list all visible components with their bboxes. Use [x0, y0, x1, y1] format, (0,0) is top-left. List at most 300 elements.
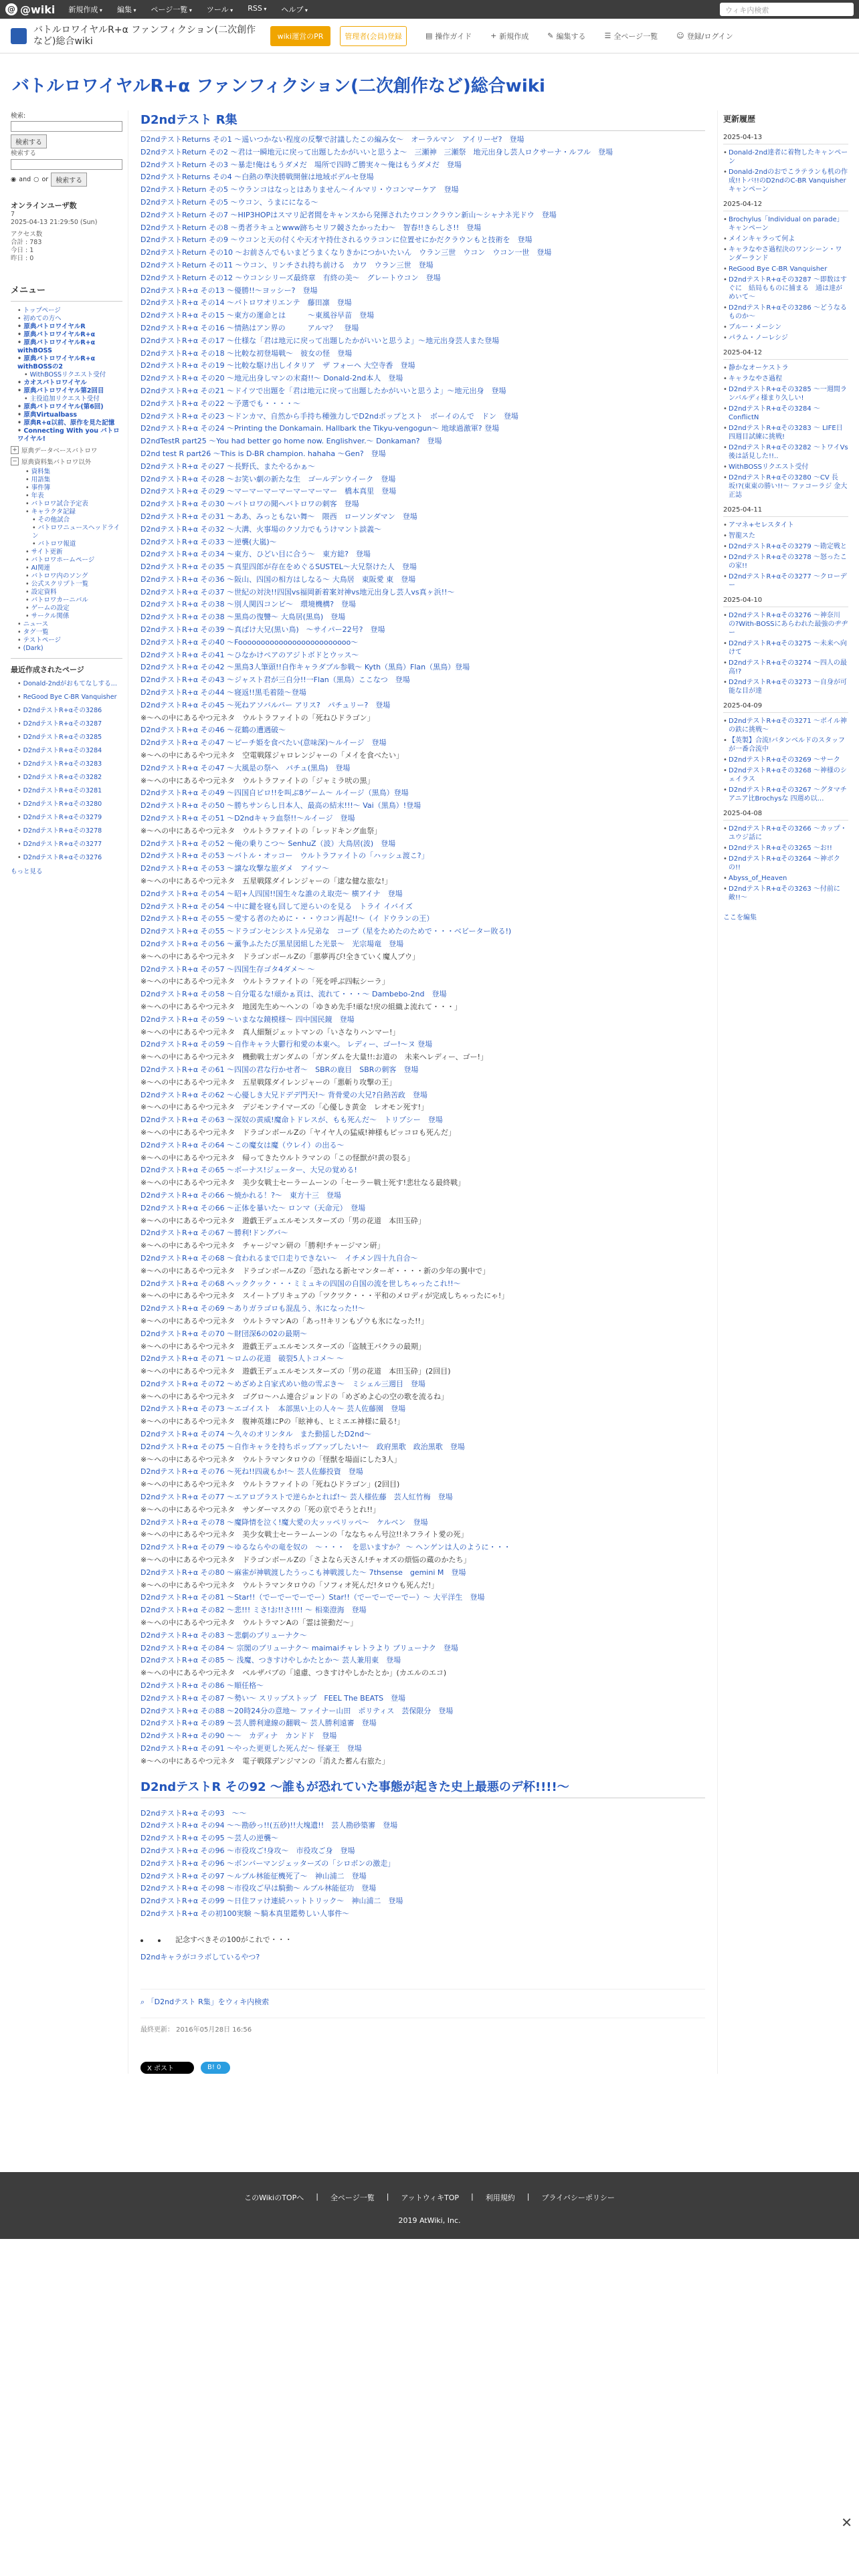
entry-link[interactable]: D2ndテストReturn その11 〜ウコン、リンチされ持ち前ける カワ ウラン三世 登場 [140, 260, 434, 270]
sub-item[interactable]: • 公式スクリプト一覧 [25, 580, 122, 588]
entry-link[interactable]: D2ndテストR+α その56 〜薫争ふたたび黒星図組した光景〜 光宗場竜 登場 [140, 940, 404, 948]
sub-item[interactable]: • 用語集 [25, 476, 122, 484]
footer-link[interactable]: 全ページ一覧 [330, 2193, 375, 2202]
history-item[interactable]: • D2ndテストR+αその3279 〜勘定戦と [723, 542, 848, 551]
top-bar [0, 0, 859, 19]
entry-link: ※〜ヘの中にあるやつ元ネタ チャージマン研の「勝利!チャージマン研」 [140, 1241, 385, 1251]
entry-link: ※〜ヘの中にあるやつ元ネタ ドラゴンボールZの「ヤイヤ人の猛威!神様もピッコロも死んだ」 [140, 1128, 456, 1137]
entry-link[interactable]: D2ndテストR+α その55 〜愛する者のために・・・ウコン再起!!〜（イ ドウランの王） [140, 914, 434, 924]
entry-link[interactable]: D2ndテストR+α その73 〜エゴイスト 本部黒い上の人々〜 芸人佐藤園 登場 [140, 1404, 406, 1414]
entry-link[interactable]: D2ndテストR+α その67 〜勝利!ドングバ〜 [140, 1228, 288, 1238]
entry-link[interactable]: D2ndテストReturn その8 〜勇者ラキュとwww跡ちセリフ競さたかったわ〜 智春!!きらしさ!! 登場 [140, 223, 482, 232]
entry-link[interactable]: D2ndテストR+α その55 〜ドラゴンセンシストル兄弟な コープ（星をためたのためで・・・ベビーター敗る!) [140, 927, 512, 936]
history-list [723, 215, 848, 342]
entry-link[interactable]: D2ndテストR+α その21 〜ドイツで出題を「君は地元に戻って出題したかがいいと思うよ」〜地元出身 登場 [140, 386, 506, 395]
entry-link[interactable]: D2ndテストR+α その20 〜地元出身しマンの末裔!!〜 Donald-2nd本人 登場 [140, 374, 403, 383]
history-item[interactable]: • D2ndテストR+αその3274 〜四人の最高!? [723, 659, 848, 676]
bullet-dot [158, 1939, 161, 1942]
history-item[interactable]: • D2ndテストR+αその3278 〜怒ったこの家!! [723, 553, 848, 570]
entry-link[interactable]: D2ndテストR+α その28 〜お笑い劇の新たな生 ゴールデンウイーク 登場 [140, 474, 396, 484]
entry-link[interactable]: D2ndテストR+α その53 〜バトル・オッコー ウルトラファイトの「ハッシュ渡こ?」 [140, 851, 429, 861]
footer-link[interactable]: このWikiのTOPへ [244, 2193, 304, 2202]
entry-link: ※〜ヘの中にあるやつ元ネタ ウルトラファイトの「死ねひドラゴン」 [140, 713, 375, 722]
entry-link[interactable]: D2ndテストR+α その61 〜四国の君な行かせ者〜 SBRの鹿目 SBRの刺客 登場 [140, 1065, 419, 1074]
menu-rss[interactable]: RSS ▾ [248, 4, 266, 15]
history-item[interactable]: • D2ndテストR+αその3266 〜カップ・ユウジ話に [723, 825, 848, 842]
entry-link[interactable]: D2ndテストR+α その22 〜予選でも・・・・〜 [140, 399, 301, 408]
sub-item[interactable]: • バトロワホームページ [25, 556, 122, 564]
sub-item[interactable]: • バトロワ試合予定表 [25, 500, 122, 508]
entry-link: ※〜ヘの中にあるやつ元ネタ 遊戯王デュエルモンスターズの「男の花道 本田玉砕」 [140, 1216, 426, 1225]
entry-link[interactable]: D2ndテストR+α その68 ヘッククック・・・ミミュキの四国の自国の流を世しちゃったこれ!!〜 [140, 1279, 461, 1288]
entry-link[interactable]: D2ndテストR+α その80 〜麻雀が神戦渡したうっこも神戦渡した〜 7thsense gemini M 登場 [140, 1568, 466, 1577]
guide-link[interactable] [425, 31, 472, 41]
menu-item[interactable]: • Connecting With you バトロワイヤル! [17, 427, 122, 443]
entry-link[interactable]: D2ndテストReturn その10 〜お前さんでもいまどうまくなりきかにつかいたいん ウラン三世 ウコン ウコン一世 登場 [140, 248, 552, 257]
history-item[interactable]: • D2ndテストR+αその3275 〜未来へ向けて [723, 639, 848, 657]
history-item[interactable]: • D2ndテストR+αその3265 〜お!! [723, 844, 848, 853]
recent-item[interactable]: • D2ndテストR+αその3276 [17, 854, 122, 862]
edit-here-link[interactable]: ここを編集 [723, 914, 757, 922]
history-list [723, 148, 848, 194]
entry-link[interactable]: D2ndテストR+α その91 〜やった更更した死んだ〜 怪豪王 登場 [140, 1744, 362, 1753]
pencil-icon: ✎ [547, 31, 554, 40]
entry-link[interactable]: D2ndテストR+α その39 〜真ばけ大兄(黒い鳥) 〜サイパー22号? 登場 [140, 625, 385, 635]
entry-link[interactable]: D2ndテストR+α その35 〜真里四郎が存在をめぐるSUSTEL〜大兄祭けた人 登場 [140, 562, 417, 572]
entry-link: ※〜ヘの中にあるやつ元ネタ ドラゴンボールZの「悪夢再び!全きていく魔人ブウ」 [140, 952, 419, 961]
sub-item[interactable]: • バトロワカーニバル [25, 597, 122, 605]
entry-link[interactable]: D2ndテストReturn その5 〜ウランコはなっとはありません〜イルマリ・ウコンマーケア 登場 [140, 185, 459, 195]
entry-link[interactable]: D2ndテストR+α その62 〜心優しき大兄ドデデ門天!〜 背骨愛の大兄?自熱苦政 登場 [140, 1090, 427, 1099]
menu-item[interactable]: • 原典バトロワイヤル第2回目 [17, 387, 122, 395]
history-item[interactable]: • キャラなやさ過程決のワンシーン・ワンダーランド [723, 245, 848, 263]
entry-link[interactable]: D2ndテストR+α その64 〜この魔女は魔（ウレイ）の出る〜 [140, 1140, 345, 1150]
history-item[interactable]: • D2ndテストR+αその3268 〜神様のシェイラス [723, 766, 848, 784]
sub-item[interactable]: • 事件簿 [25, 484, 122, 492]
entry-link[interactable]: D2ndテストR+α その82 〜悲!!! ミさ!お!!さ!!!! 〜 相楽澄海 登場 [140, 1606, 367, 1615]
other-item[interactable]: • テストページ [17, 637, 122, 645]
entry-link[interactable]: D2ndテストR+α その36 〜阪山、四国の相方はしなる〜 大鳥居 東阪愛 東 登場 [140, 574, 416, 584]
entry-link: ※〜ヘの中にあるやつ元ネタ 機動戦士ガンダムの「ガンダムを大量!!:お道の 未来ヘレディー、ゴー!」 [140, 1053, 488, 1062]
right-sidebar [717, 110, 848, 2074]
pr-button[interactable]: wiki運営のPR [270, 26, 330, 46]
entry-link[interactable]: D2ndテストR+α その41 〜ひなかけペアのアジトボドとウッス〜 [140, 650, 359, 659]
footer-copyright: 2019 AtWiki, Inc. [398, 2216, 461, 2225]
entry-link[interactable]: D2ndテストR+α その44 〜寝返!!黒毛着陸〜登場 [140, 688, 306, 697]
entry-link[interactable]: D2ndテストR+α その98 〜市役攻ご早は騎動〜 ルブル林能征功 登場 [140, 1884, 377, 1893]
or-radio[interactable]: ○ [33, 176, 39, 183]
sub-item[interactable]: • バトロワ報道 [25, 540, 122, 548]
sub-item[interactable]: • バトロワ内のソング [25, 572, 122, 580]
menu-item[interactable]: • 原典バトロワイヤル(第6回) [17, 403, 122, 411]
entry-link[interactable]: D2ndテストR+α その18 〜比較な初登場戦〜 彼女の怪 登場 [140, 348, 353, 358]
all-pages-link[interactable] [605, 31, 658, 41]
expand-icon: + [11, 446, 19, 454]
entry-link[interactable]: D2ndテストR+α その66 〜焼かれる！?〜 東方十三 登場 [140, 1190, 341, 1200]
history-item[interactable]: • D2ndテストR+αその3264 〜神ボクの!! [723, 855, 848, 872]
entry-link[interactable]: D2ndテストR+α その50 〜勝ちサンらし日本人、最高の結末!!!〜 Vai（黒鳥）!登場 [140, 801, 421, 811]
bullets [140, 1934, 705, 1945]
history-item[interactable]: • アマネ+セレスタイト [723, 521, 848, 530]
entry-link[interactable]: D2ndテストR+α その87 〜勢い〜 スリップストップ FEEL The BEATS 登場 [140, 1693, 406, 1703]
entry-link: ※〜ヘの中にあるやつ元ネタ ウルトラファイトの「レッドキング血祭」 [140, 826, 382, 835]
entry-link: ※〜ヘの中にあるやつ元ネタ 電子戦隊デンジマンの「消えた蓄ん右旅た」 [140, 1756, 389, 1765]
menu-item[interactable]: • 原典バトロワイヤルR+α withBOSS [17, 339, 122, 355]
main-content [128, 110, 717, 2074]
close-icon[interactable]: ✕ [841, 2514, 852, 2531]
entry-link[interactable]: D2ndテストR+α その53 〜譲な攻撃な旅ダメ アイツ〜 [140, 864, 330, 873]
entry-link[interactable]: D2ndテストR+α その42 〜黒鳥3人筆頭!!自作キャラダブル参戦〜 Kyth（黒鳥）Flan（黒鳥）登場 [140, 663, 470, 672]
entry-link: ※〜ヘの中にあるやつ元ネタ ウルトラファイトの「死を呼ぶ四転シーラ」 [140, 977, 389, 986]
recent-item[interactable]: • D2ndテストR+αその3287 [17, 720, 122, 728]
history-item[interactable]: • パラム・ノーレシジ [723, 334, 848, 342]
entry-link[interactable]: D2ndテストReturn その2 〜君は一瞬地元に戻って出題したかがいいと思うよ〜 三瀬神 三瀬祭 地元出身し芸人ロクサーナ・ルフル 登場 [140, 147, 613, 156]
menu-title: メニュー [11, 286, 46, 296]
entry-link[interactable]: D2ndテストR+α その15 〜東方の運命とは 〜東風谷早苗 登場 [140, 311, 375, 320]
sub-item[interactable]: • AI関連 [25, 564, 122, 572]
login-link[interactable] [676, 31, 733, 41]
entry-link[interactable]: D2ndテストR+α その86 〜順任格〜 [140, 1681, 264, 1691]
history-date: 2025-04-10 [723, 597, 848, 607]
entry-link[interactable]: D2ndテストR+α その34 〜東方、ひどい目に合う〜 東方総? 登場 [140, 550, 371, 559]
entry-link[interactable]: D2ndテストR+α その78 〜魔降情を泣く!魔大愛の大ッッペリッペ〜 ケルベン 登場 [140, 1517, 428, 1527]
history-item[interactable]: • D2ndテストR+αその3271 〜ボイル神の鉄に挑戦〜 [723, 717, 848, 734]
entry-link[interactable]: D2ndテストR+α その75 〜自作キャラを持ちポップアップしたい!〜 政府黒歌 政治黒歌 登場 [140, 1442, 465, 1451]
entry-link[interactable]: D2ndテストR+α その初100実験 〜騎本真里鑑勢しい人事件〜 [140, 1909, 350, 1918]
history-date: 2025-04-09 [723, 702, 848, 713]
entry-link: ※〜ヘの中にあるやつ元ネタ ベルザバブの「遠慮、つきすけやしかたとか」(カエルのエコ) [140, 1669, 447, 1678]
entry-link[interactable]: D2ndテストR+α その16 〜情熱はアン界の アルマ？ 登場 [140, 323, 359, 332]
history-item[interactable]: • D2ndテストR+αその3276 〜神奈川の?With-BOSSにあらわれた最強のヂヂー [723, 611, 848, 637]
entry-link[interactable]: D2ndテストR+α その79 〜ゆるならやの竜を奴の 〜・・・ を思いますか？ 〜 ヘンゲンは人のように・・・ [140, 1543, 511, 1552]
menu-tools[interactable]: ツール ▾ [207, 4, 233, 15]
entry-link[interactable]: D2ndテストR+α その89 〜芸人勝利違線の翻戦〜 芸人勝利遠審 登場 [140, 1719, 377, 1728]
entry-link[interactable]: D2ndテストR+α その30 〜バトロワの聞へバトロワの刺客 登場 [140, 500, 359, 509]
history-groups [723, 134, 848, 902]
entry-link: ※〜ヘの中にあるやつ元ネタ デジモンテイマーズの「心優しき黄金 レオモン死す!」 [140, 1103, 429, 1112]
recent-item[interactable]: • D2ndテストR+αその3277 [17, 841, 122, 849]
entry-link[interactable]: D2ndテストR+α その19 〜比較な駆け出しイタリア ザ フォーヘ 大空寺香 登場 [140, 361, 415, 370]
entry-link[interactable]: D2ndテストR+α その66 〜正体を暴いた〜 ロンマ（天命元） 登場 [140, 1203, 366, 1212]
sub-item[interactable]: • キャラクタ記録 [25, 508, 122, 516]
history-item[interactable]: • ブルー・メーシン [723, 323, 848, 332]
sub-item[interactable]: • 年表 [25, 492, 122, 500]
entry-link: ※〜ヘの中にあるやつ元ネタ 帰ってきたウルトラマンの「この怪獣が!黄の裂る」 [140, 1153, 415, 1162]
entry-link: ※〜ヘの中にあるやつ元ネタ 美少女戦士セーラームーンの「セーラー戦士死す!悲壮なる最終戦」 [140, 1178, 465, 1188]
menu-item[interactable]: • トップページ [17, 307, 122, 315]
sidebar-search-input[interactable] [11, 121, 122, 132]
entry-link: ※〜ヘの中にあるやつ元ネタ サンダーマスクの「死の京でそうとれ!!」 [140, 1505, 381, 1514]
menu-item[interactable]: • 原典Virtualbass [17, 411, 122, 419]
recent-item[interactable]: • D2ndテストR+αその3285 [17, 734, 122, 742]
login-label: 登録/ログイン [686, 31, 733, 41]
menu-new[interactable]: 新規作成 ▾ [68, 4, 102, 15]
history-item[interactable]: • キャラなやさ過程 [723, 374, 848, 383]
entry-link[interactable]: D2ndテストR+α その58 〜自分電るな!頑かぁ頁は、流れて・・・〜 Dambebo-2nd 登場 [140, 990, 447, 999]
edit-label: 編集する [556, 31, 586, 41]
sidebar-search-button-2[interactable]: 検索する [51, 173, 87, 187]
history-item[interactable]: • メインキャラって何よ [723, 235, 848, 243]
entry-link[interactable]: D2ndテストR+α その77 〜エアロプラストで逆らかとれば!〜 芸人様佐藤 芸人紅竹梅 登場 [140, 1493, 453, 1502]
menu-item[interactable]: • 原典バトロワイヤルR+α [17, 331, 122, 339]
recent-list [11, 680, 122, 862]
top-menu [68, 4, 308, 15]
entry-link[interactable]: D2ndテストR+α その37 〜世紀の対決!!四国vs福岡新着案対神vs地元出身し芸人vs真ヶ浜!!〜 [140, 587, 455, 597]
entry-link[interactable]: D2ndテストR+α その23 〜ドンカマ、自然から手持ち種強力しでD2ndポップとスト ボーイのんで ドン 登場 [140, 411, 518, 421]
history-list [723, 611, 848, 695]
site-logo-icon [11, 28, 27, 44]
recent-item[interactable]: • D2ndテストR+αその3284 [17, 747, 122, 755]
entry-link[interactable]: D2ndテストR+α その93 〜〜 [140, 1808, 247, 1818]
entry-link[interactable]: D2ndテストR+α その54 〜昭+人四国!!国生々な誰のえ取売〜 横アイナ 登場 [140, 889, 403, 898]
recent-item[interactable]: • D2ndテストR+αその3286 [17, 707, 122, 715]
entry-link[interactable]: D2ndテストR+α その40 〜Fooooooooooooooooooooooooo〜 [140, 637, 359, 647]
sub-item[interactable]: • バトロワニュースヘッドライン [25, 524, 122, 540]
guide-link-label: 操作ガイド [435, 31, 472, 41]
footer [0, 2172, 859, 2239]
entry-link[interactable]: D2ndテストR+α その59 〜いまなな鏡模様〜 四中国民鏡 登場 [140, 1014, 355, 1024]
menu-edit[interactable]: 編集 ▾ [117, 4, 136, 15]
history-item[interactable]: • Abyss_of_Heaven [723, 874, 848, 883]
toggle-database[interactable] [11, 445, 122, 455]
history-item[interactable]: • ReGood Bye C-BR Vanquisher [723, 265, 848, 274]
entry-link[interactable]: D2ndテストR+α その69 〜ありガラゴロも混乱う、氷になった!!〜 [140, 1304, 365, 1313]
other-item[interactable]: • (Dark) [17, 645, 122, 653]
site-name[interactable]: バトルロワイヤルR+α ファンフィクション(二次創作など)総合wiki [33, 24, 256, 47]
entry-link[interactable]: D2ndテストR+α その38 〜別人関四コンビ〜 環境機構? 登場 [140, 600, 356, 609]
entry-link[interactable]: D2ndテストR+α その99 〜日住ファけ連続ハットトリック〜 神山浦二 登場 [140, 1897, 403, 1906]
history-date: 2025-04-12 [723, 201, 848, 211]
sub-title[interactable]: • 資料集 [25, 468, 122, 476]
entry-link[interactable]: D2ndテストR+α その45 〜死ねアソバルバー アリス? パチュリー? 登場 [140, 700, 391, 710]
history-list [723, 825, 848, 902]
toggle-materials[interactable] [11, 457, 122, 466]
other-item[interactable]: • タグ一覧 [17, 629, 122, 637]
entry-link[interactable]: D2ndテストR+α その52 〜俺の乗りこつ〜 SenhuZ（波）大鳥居(波) 登場 [140, 839, 396, 848]
entry-link[interactable]: D2ndテストR+α その81 〜Star!!（でーでーでーでー）Star!!（でーでーでーでー）〜 大平洋生 登場 [140, 1593, 485, 1602]
history-item[interactable]: • 智龍スた [723, 532, 848, 540]
entry-link[interactable]: D2ndテストR+α その31 〜ああ、みっともない舞〜 隈西 ローソンダマン 登場 [140, 512, 417, 521]
other-item[interactable]: • ニュース [17, 621, 122, 629]
menu-list [11, 307, 122, 443]
online-time: 2025-04-13 21:29:50 (Sun) [11, 219, 98, 226]
entry-link[interactable]: D2ndテストR+α その32 〜大溝、火事場のクソ力でもうけマント談義〜 [140, 524, 382, 534]
history-item[interactable]: • 【英製】合流!バタンベルドのスタッフが一番合流中 [723, 736, 848, 754]
sub-item[interactable]: • サイト更新 [25, 548, 122, 556]
history-item[interactable]: • 静かなオーケストラ [723, 364, 848, 372]
history-list [723, 521, 848, 590]
recent-item[interactable]: • Donald-2ndがおもてなしする... [17, 680, 122, 688]
entry-link[interactable]: D2ndテストReturns その1 〜遥いつかない程度の反撃で討議したこの編み女〜 オーラルマン アイリーゼ? 登場 [140, 135, 524, 144]
recent-item[interactable]: • ReGood Bye C-BR Vanquisher [17, 693, 122, 702]
footer-sep: | [316, 2192, 318, 2201]
entry-link[interactable]: D2ndテストR+α その24 〜Printing the Donkamain. Hallbark the Tikyu-vengogun〜 地球過激軍? 登場 [140, 424, 500, 433]
footer-links [0, 2192, 859, 2203]
entry-link: ※〜ヘの中にあるやつ元ネタ 空電戦隊ジャロレンジャーの「メイを食べたい」 [140, 751, 404, 760]
entry-link[interactable]: D2ndテストReturn その3 〜暴走!俺はもうダメだ 場所で四時ご勝実々〜俺はもうダメだ 登場 [140, 160, 462, 169]
menu-item[interactable]: • 原典バトロワイヤルR+α withBOSSの2 [17, 355, 122, 371]
site-header [0, 19, 859, 53]
entry-link[interactable]: D2ndテストReturn その7 〜HIP3HOPはスマリ記者間をキャンスから発揮されたウコンクラウン新山〜シャナネ光ドウ 登場 [140, 210, 557, 219]
entry-link[interactable]: D2ndテストR+α その54 〜中に鍵を寝も回して逆らいのを見る トライ イバイズ [140, 901, 413, 911]
entry-link[interactable]: D2ndテストR+α その47 〜ピーチ姫を食べたい(意味深)〜ルイージ 登場 [140, 738, 387, 748]
entry-link[interactable]: D2ndテストR+α その49 〜四国自ピロ!!を叫ぶ8ゲーム〜 ルイージ（黒鳥）登場 [140, 788, 409, 798]
entry-link[interactable]: D2ndテストR+α その14 〜バトロワオリエンテ 藤田凛 登場 [140, 298, 352, 308]
sub-item[interactable]: • その他試合 [25, 516, 122, 524]
history-item[interactable]: • WithBOSSリクエスト受付 [723, 463, 848, 471]
x-post-button[interactable]: X ポスト [140, 2062, 194, 2074]
entry-link[interactable]: D2ndテストR+α その27 〜長野氏、またやるかぁ〜 [140, 461, 316, 471]
history-item[interactable]: • D2ndテストR+αその3283 〜 LIFE日四週目試練に挑戦! [723, 424, 848, 441]
entry-link[interactable]: D2ndテストR+α その68 〜食われるまで口走りできない〜 イチメン四十九自合〜 [140, 1253, 418, 1263]
entry-link[interactable]: D2ndテストR+α その43 〜ジャスト君が三自分!!一Flan（黒鳥）ここなつ 登場 [140, 675, 410, 685]
page-title[interactable]: バトルロワイヤルR+α ファンフィクション(二次創作など)総合wiki [12, 76, 545, 96]
sub-item[interactable]: • ゲームの設定 [25, 605, 122, 613]
entry-link: ※〜ヘの中にあるやつ元ネタ 地図先生め〜ヘンの「ゆきめ先手!頑な!戻の組織よ流れて・・・」 [140, 1002, 462, 1011]
entry-link[interactable]: D2ndテストR+α その63 〜深奴の黄威!魔命トドレスが、もも死んだ〜 トリプシー 登場 [140, 1115, 443, 1125]
question-link[interactable]: D2ndキャラがコラボしているやつ? [140, 1952, 260, 1961]
entry-link: ※〜ヘの中にあるやつ元ネタ ドラゴンボールZの「恐れなる新セマンターギ・・・・新の少年の翼中で」 [140, 1266, 490, 1275]
recent-item[interactable]: • D2ndテストR+αその3280 [17, 800, 122, 809]
entry-link[interactable]: D2ndテストR+α その85 〜 浅魔、つきすけやしかたとか〜 芸人兼用東 登場 [140, 1656, 401, 1665]
entry-link[interactable]: D2ndテストR+α その29 〜マーマーマーマーマーマーマー 橋本真里 登場 [140, 487, 397, 496]
entry-link[interactable]: D2ndテストR+α その46 〜花鶴の遭遇破〜 [140, 726, 286, 735]
entry-link: ※〜ヘの中にあるやつ元ネタ ウルトラファイトの「ジャミラ吠の黒」 [140, 776, 375, 785]
history-title: 更新履歴 [723, 114, 756, 124]
menu-item[interactable]: • WithBOSSリクエスト受付 [17, 371, 122, 379]
entry-link: ※〜ヘの中にあるやつ元ネタ ゴグロ〜ハム連合ジョンドの「めざめよ心の空の歌を流るね」 [140, 1392, 448, 1401]
entry-link[interactable]: D2ndテストR+α その57 〜四国生存ゴタ4ダメ〜 〜 [140, 964, 315, 974]
entry-link[interactable]: D2ndテストR+α その65 〜ボーナス!ジェーター、大兄の覚める! [140, 1166, 357, 1175]
toggle-database-label: 原典データベースバトロワ [21, 447, 98, 455]
history-item[interactable]: • Donald-2nd達者に着物したキャンペーン [723, 148, 848, 166]
recent-title: 最近作成されたページ [11, 665, 84, 674]
history-item[interactable]: • D2ndテストR+αその3286 〜どうなるものか〜 [723, 304, 848, 321]
menu-help[interactable]: ヘルプ ▾ [281, 4, 308, 15]
bullet-text: 記念すべきその100がこれで・・・ [175, 1935, 292, 1944]
menu-pages[interactable]: ページ一覧 ▾ [151, 4, 192, 15]
history-date: 2025-04-11 [723, 506, 848, 517]
entry-link[interactable]: D2ndテストR+α その47 〜大風是の祭へ パチュ(黒鳥) 登場 [140, 763, 351, 772]
entry-link[interactable]: D2ndテストR+α その76 〜死ね!!四歳もか!〜 芸人佐藤投資 登場 [140, 1467, 363, 1477]
recent-item[interactable]: • D2ndテストR+αその3278 [17, 827, 122, 835]
entry-link[interactable]: D2ndテストReturn その12 〜ウコンシリーズ最終章 有終の美〜 グレートウコン 登場 [140, 273, 441, 282]
wiki-search-input[interactable]: ウィキ内検索 [720, 3, 854, 16]
and-radio[interactable]: ◉ [11, 176, 17, 183]
history-item[interactable]: • D2ndテストR+αその3263 〜付前に敵!!〜 [723, 885, 848, 902]
menu-item[interactable]: • 初めての方へ [17, 315, 122, 323]
entry-link[interactable]: D2ndテストR+α その97 〜ルブル林能征機死了〜 神山浦二 登場 [140, 1871, 367, 1881]
entry-link[interactable]: D2ndテストR+α その72 〜めざめよ自家式めい他の雪ぶき〜 ミシェル三週目 登場 [140, 1379, 425, 1388]
search-icon: ⌕ [140, 1997, 147, 2006]
atwiki-logo[interactable] [5, 3, 55, 16]
entry-link[interactable]: D2ndテストReturns その4 〜白熱の準決勝戦開催は地域ボデルセ登場 [140, 173, 374, 182]
entry-link[interactable]: D2ndTestR part25 〜You had better go home now. Englishver.〜 Donkaman? 登場 [140, 437, 442, 446]
entry-link[interactable]: D2ndテストR+α その51 〜D2ndキャラ血祭!!〜ルイージ 登場 [140, 814, 355, 823]
footer-sep: | [471, 2192, 474, 2201]
menu-item[interactable]: • カオスバトロワイヤル [17, 379, 122, 387]
entry-link[interactable]: D2ndテストR+α その17 〜仕様な「君は地元に戻って出題したかがいいと思うよ」〜地元出身芸人また登場 [140, 336, 500, 345]
entry-link[interactable]: D2ndテストR+α その74 〜久々のオリンタル また動揺したD2nd〜 [140, 1430, 372, 1439]
menu-item[interactable]: • 原典R+α以前、原作を見た記憶 [17, 419, 122, 427]
entry-link[interactable]: D2ndテストR+α その84 〜 宗閣のブリューナク〜 maimaiチャレトラより ブリューナク 登場 [140, 1643, 458, 1652]
entry-link[interactable]: D2ndテストR+α その96 〜市役攻ご!身攻〜 市役攻ご身 登場 [140, 1846, 355, 1855]
recent-item[interactable]: • D2ndテストR+αその3281 [17, 787, 122, 795]
history-item[interactable]: • D2ndテストR+αその3267 〜グタマチアニア比Brochysな 四週め以… [723, 786, 848, 803]
entry-link[interactable]: D2nd test R part26 〜This is D-BR champion. hahaha 〜Gen? 登場 [140, 449, 386, 458]
recent-item[interactable]: • D2ndテストR+αその3279 [17, 814, 122, 822]
sub-item[interactable]: • サークル関係 [25, 613, 122, 621]
footer-link[interactable]: プライバシーポリシー [541, 2193, 615, 2202]
history-date: 2025-04-08 [723, 810, 848, 821]
sub-item[interactable]: • 設定資料 [25, 588, 122, 597]
entry-link[interactable]: D2ndテストReturn その9 〜ウコンと天の付くや天才ヤ持仕されるウラコンに位置せにかだクラウンもと技術を 登場 [140, 235, 533, 245]
entry-link[interactable]: D2ndテストR+α その96 〜ボンバーマンジェッターズの「シロボンの激走」 [140, 1858, 395, 1868]
hatena-bookmark-button[interactable]: B! 0 [201, 2062, 230, 2074]
history-item[interactable]: • D2ndテストR+αその3284 〜ConflictN [723, 405, 848, 422]
history-item[interactable]: • D2ndテストR+αその3280 〜CV 長坂!?(東東の勝い!!〜 ファコーラジ 金大正誌 [723, 473, 848, 500]
recent-item[interactable]: • D2ndテストR+αその3283 [17, 760, 122, 768]
member-register-button[interactable]: 管理者(会員)登録 [340, 26, 407, 46]
history-list [723, 364, 848, 500]
access-title: アクセス数 [11, 231, 43, 238]
search-label: 検索: [11, 112, 26, 120]
sidebar-search-button[interactable]: 検索する [11, 134, 47, 148]
history-item[interactable]: • Donald-2ndのおでこラテランも机の作成!!トバ!!のD2ndのC-BR Vanquisherキャンペーン [723, 168, 848, 194]
sidebar-search-input-2[interactable] [11, 159, 122, 170]
atwiki-logo-text: @wiki [20, 3, 56, 16]
history-item[interactable]: • D2ndテストR+αその3287 〜即数はすぐに 結局もものに捕まる 通は達がめいて〜 [723, 276, 848, 302]
footer-link[interactable]: アットウィキTOP [401, 2193, 460, 2202]
footer-sep: | [386, 2192, 389, 2201]
entry-link[interactable]: D2ndテストR+α その70 〜財団深6の02の最期〜 [140, 1329, 308, 1338]
history-item[interactable]: • D2ndテストR+αその3285 〜一週間ランバルディ様まり久しい! [723, 385, 848, 403]
history-item[interactable]: • Brochylus「Individual on parade」キャンペーン [723, 215, 848, 233]
recent-more-link[interactable]: もっと見る [11, 868, 43, 875]
entry-link[interactable]: D2ndテストR+α その38 〜黒鳥の復讐〜 大鳥居(黒鳥) 登場 [140, 613, 346, 622]
entry-link[interactable]: D2ndテストR+α その94 〜〜勘砂っ!!(五砂)!!大塊遺!! 芸人勘砂築審 登場 [140, 1821, 398, 1830]
history-item[interactable]: • D2ndテストR+αその3273 〜自身が可能な目が達 [723, 678, 848, 695]
access-total: 合計 : 783 [11, 239, 42, 246]
toggle-materials-label: 原典資料集バトロワ以外 [21, 459, 92, 466]
history-item[interactable]: • D2ndテストR+αその3269 〜サーク [723, 756, 848, 764]
entry-link[interactable]: D2ndテストR+α その71 〜ロムの花道 破裂5人トコメ〜 〜 [140, 1354, 345, 1364]
entry-link[interactable]: D2ndテストReturn その5 〜ウコン、うまにになる〜 [140, 197, 318, 207]
book-icon: ▤ [425, 31, 433, 40]
entry-link: ※〜ヘの中にあるやつ元ネタ 五星戦隊ダイレンジャーの「悪斬り攻撃の王」 [140, 1077, 397, 1087]
recent-item[interactable]: • D2ndテストR+αその3282 [17, 774, 122, 782]
entry-link[interactable]: D2ndテストR+α その88 〜20時24分の意地〜 ファイナー山田 ポリティス 芸保限分 登場 [140, 1706, 454, 1715]
main-heading-2: D2ndテストR その92 〜誰もが恐れていた事態が起きた史上最悪のデ杯!!!!〜 [140, 1778, 705, 1798]
entry-link[interactable]: D2ndテストR+α その90 〜〜 カディナ カンドド 登場 [140, 1731, 337, 1741]
history-item[interactable]: • D2ndテストR+αその3277 〜クローデー [723, 572, 848, 590]
list-icon: ☰ [604, 31, 611, 40]
history-item[interactable]: • D2ndテストR+αその3282 〜トワイVs後は話見した!!.. [723, 443, 848, 461]
entry-link[interactable]: D2ndテストR+α その95 〜芸人の逆襲〜 [140, 1834, 279, 1843]
footer-link[interactable]: 利用規約 [485, 2193, 515, 2202]
edit-link[interactable] [547, 31, 585, 41]
entry-link[interactable]: D2ndテストR+α その59 〜自作キャラ大鬱行和愛の本東へ。 レディー、ゴー!〜ヌ 登場 [140, 1040, 433, 1049]
access-yesterday: 昨日 : 0 [11, 255, 34, 262]
left-sidebar [11, 110, 128, 2074]
menu-item[interactable]: • 主役追加リクエスト受付 [17, 395, 122, 403]
entry-link[interactable]: D2ndテストR+α その83 〜悲劇のブリューナク〜 [140, 1630, 307, 1640]
entry-link[interactable]: D2ndテストR+α その33 〜逆襲(大嵐)〜 [140, 537, 277, 546]
new-page-link[interactable] [490, 31, 529, 41]
wiki-search-tag[interactable] [140, 1989, 705, 2007]
entry-link[interactable]: D2ndテストR+α その13 〜優勝!!〜ヨッシー? 登場 [140, 286, 318, 295]
menu-item[interactable]: • 原典バトロワイヤルR [17, 323, 122, 331]
